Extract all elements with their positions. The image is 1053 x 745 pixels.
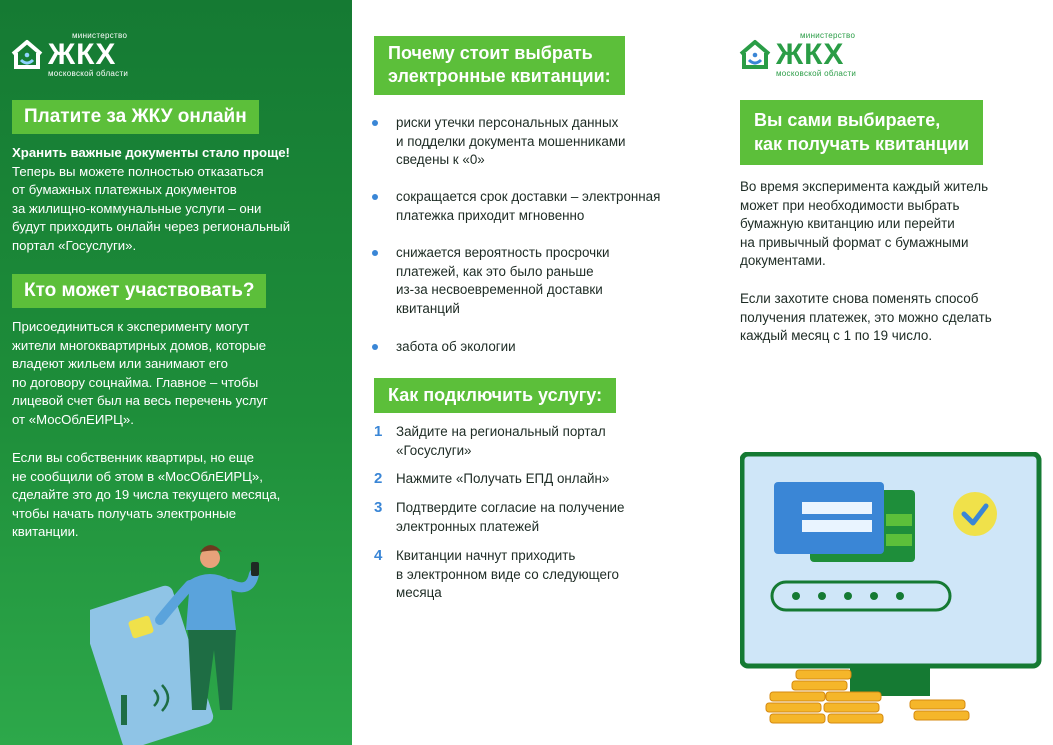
text-line: сведены к «0» [396,152,485,167]
person-illustration [90,540,290,745]
step-item [374,547,694,603]
paragraph-intro [12,144,347,255]
paragraph-experiment [740,178,1050,271]
logo-main-text: ЖКХ [776,38,845,71]
text-line: может при необходимости выбрать [740,197,960,213]
step-item [374,423,694,460]
text-line: Квитанции начнут приходить [396,548,576,563]
list-item [372,244,712,318]
heading-pay-online: Платите за ЖКУ онлайн [12,100,259,134]
text-line: снижается вероятность просрочки [396,245,610,260]
text-line: квитанций [396,300,460,316]
text-line: бумажную квитанцию или перейти [740,216,955,231]
ministry-logo [10,32,128,78]
text-line: в электронном виде со следующего [396,566,619,582]
text-line: сделайте это до 19 числа текущего месяца, [12,487,281,502]
step-number: 1 [374,423,383,440]
text-line: лицевой счет был на весь перечень услуг [12,393,268,408]
heading-who-can-join: Кто может участвовать? [12,274,266,308]
house-logo-icon [738,38,772,72]
heading-why-electronic [374,36,625,95]
list-item [372,188,712,225]
text-line: владеют жильем или занимают его [12,356,228,371]
text-line: месяца [396,585,442,600]
step-item [374,499,694,536]
heading-line: Вы сами выбираете, [754,110,941,130]
text-line: Нажмите «Получать ЕПД онлайн» [396,471,610,486]
text-line: квитанции. [12,524,79,539]
text-line: за жилищно-коммунальные услуги – они [12,200,262,216]
list-item [372,114,712,170]
heading-line: как получать квитанции [754,134,970,155]
left-panel [0,0,352,745]
bullet-dot [372,250,378,256]
text-line: электронных платежей [396,518,540,534]
step-number: 4 [374,547,383,564]
text-line: жители многоквартирных домов, которые [12,337,267,353]
list-item [372,338,712,357]
ministry-logo [738,32,856,78]
logo-bottom-text: московской области [48,69,129,78]
text-line: из-за несвоевременной доставки [396,282,603,297]
text-line: Теперь вы можете полностью отказаться [12,163,264,179]
text-line: получения платежек, это можно сделать [740,309,992,325]
text-line: Зайдите на региональный портал [396,424,606,439]
text-line: Присоединиться к эксперименту могут [12,319,250,334]
text-line: Подтвердите согласие на получение [396,500,625,515]
text-line: по договору соцнайма. Главное – чтобы [12,374,259,390]
text-line: документами. [740,253,826,268]
heading-how-to-connect: Как подключить услугу: [374,378,616,413]
paragraph-participation [12,318,347,429]
text-line: Если захотите снова поменять способ [740,291,979,306]
text-line: Если вы собственник квартиры, но еще [12,450,254,465]
logo-bottom-text: московской области [776,69,857,78]
text-line: не сообщили об этом в «МосОблЕИРЦ», [12,468,263,484]
text-line: риски утечки персональных данных [396,115,619,130]
text-line: платежей, как это было раньше [396,263,594,279]
step-item [374,470,694,489]
checkmark-icon [953,492,997,536]
bullet-dot [372,120,378,126]
text-line: сокращается срок доставки – электронная [396,189,661,204]
text-line: от «МосОблЕИРЦ». [12,411,134,427]
step-number: 2 [374,470,383,487]
text-line: забота об экологии [396,339,516,354]
text-line: будут приходить онлайн через региональный [12,219,291,234]
heading-choose-method [740,100,983,165]
intro-bold-line: Хранить важные документы стало проще! [12,145,290,160]
step-number: 3 [374,499,383,516]
logo-top-text: министерство [800,31,856,40]
paragraph-owner [12,449,347,542]
bullet-dot [372,194,378,200]
logo-top-text: министерство [72,31,128,40]
text-line: от бумажных платежных документов [12,182,237,197]
computer-monitor-illustration [740,452,1045,732]
paragraph-change-method [740,290,1050,346]
text-line: портал «Госуслуги». [12,237,137,253]
house-logo-icon [10,38,44,72]
logo-main-text: ЖКХ [48,38,117,71]
heading-line: электронные квитанции: [388,66,611,87]
text-line: и подделки документа мошенниками [396,133,626,149]
bullet-dot [372,344,378,350]
text-line: платежка приходит мгновенно [396,207,585,223]
text-line: на привычный формат с бумажными [740,234,969,250]
heading-line: Почему стоит выбрать [388,43,593,63]
text-line: чтобы начать получать электронные [12,505,237,521]
text-line: Во время эксперимента каждый житель [740,179,989,194]
text-line: каждый месяц с 1 по 19 число. [740,328,933,343]
text-line: «Госуслуги» [396,442,472,458]
